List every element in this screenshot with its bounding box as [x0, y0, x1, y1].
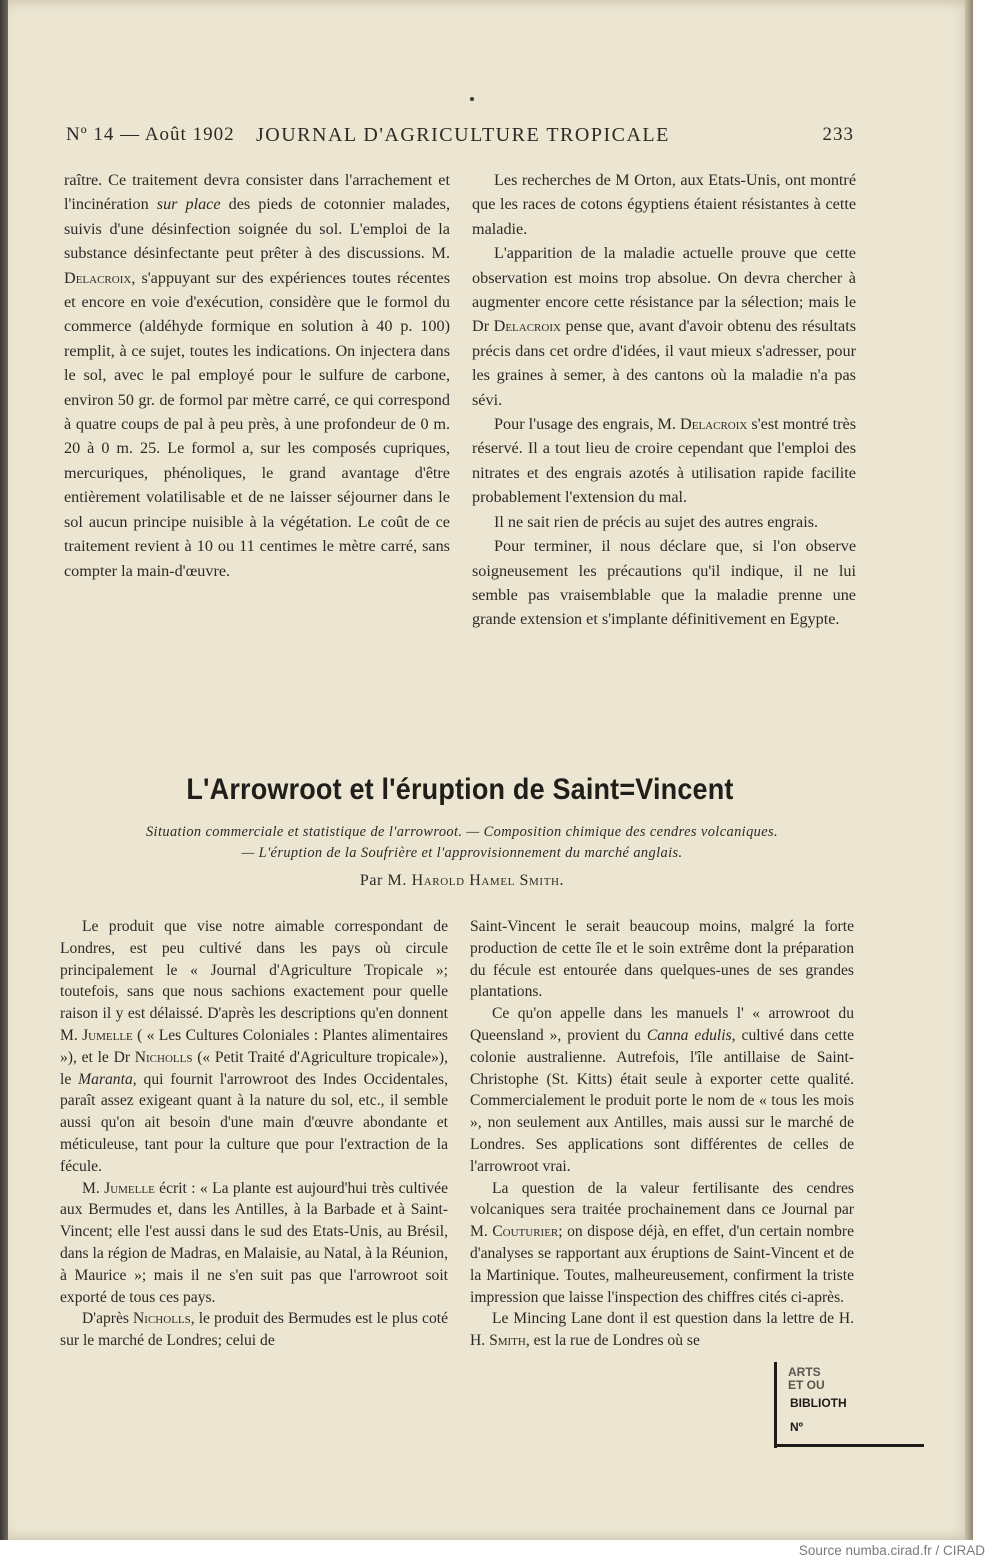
- paragraph: Le Mincing Lane dont il est question dans la lettre de H. H. Smith, est la rue de Londres où se: [470, 1310, 854, 1350]
- stamp-border: [774, 1362, 777, 1448]
- paragraph: L'apparition de la maladie actuelle prouve que cette observation est moins trop absolue. On devra chercher à augmenter encore cette résistance par la sélection; mais le Dr Delacroix pense que, avant d'avoir obtenu des résultats précis dans cet ordre d'idées, il vaut mieux s'adresser, pour les graines à semer, à des cantons où la maladie n'a pas sévi.: [472, 244, 856, 409]
- article-title: L'Arrowroot et l'éruption de Saint=Vincent: [186, 773, 734, 806]
- stamp-border: [774, 1444, 924, 1447]
- stamp-text: ARTS ET OU: [788, 1365, 825, 1392]
- paragraph: Le produit que vise notre aimable correspondant de Londres, est peu cultivé dans les pays où circule principalement le « Journal d'Agriculture Tropicale »; toutefois, sans que nous sachions exactement pour quelle raison il y est délaissé. D'après les descriptions qu'en donnent M. Jumelle ( « Les Cultures Coloniales : Plantes alimentaires »), et le Dr Nicholls (« Petit Traité d'Agriculture tropicale»), le Maranta, qui fournit l'arrowroot des Indes Occidentales, paraît assez exigeant quant à la nature du sol, etc., il semble aussi qu'on ait besoin d'une main d'œuvre abondante et méticuleuse, tant pour la culture que pour l'extraction de la fécule.: [60, 918, 448, 1175]
- paragraph: Les recherches de M Orton, aux Etats-Unis, ont montré que les races de cotons égyptiens étaient résistantes à cette maladie.: [472, 171, 856, 238]
- ink-speck: [470, 97, 474, 101]
- source-credit: Source numba.cirad.fr / CIRAD: [798, 1543, 985, 1558]
- stamp-text: BIBLIOTH: [790, 1396, 847, 1410]
- paragraph: Il ne sait rien de précis au sujet des autres engrais.: [494, 512, 819, 531]
- binding-edge: [0, 0, 8, 1540]
- paragraph: M. Jumelle écrit : « La plante est aujourd'hui très cultivée aux Bermudes et, dans les Antilles, à la Barbade et à Saint-Vincent; elle l'est aussi dans le sud des Etats-Unis, au Brésil, dans la région de Madras, en Malaisie, au Natal, à la Réunion, à Maurice »; mais il ne s'en suit pas que l'arrowroot soit exporté de tous ces pays.: [60, 1179, 448, 1306]
- article-subtitle: [64, 822, 860, 864]
- top-left-column: [64, 168, 450, 583]
- stamp-text: Nº: [790, 1420, 804, 1434]
- paragraph: raître. Ce traitement devra consister dans l'arrachement et l'incinération sur place des pieds de cotonnier malades, suivis d'une désinfection soignée du sol. L'emploi de la substance désinfectante peut prêter à des discussions. M. Delacroix, s'appuyant sur des expériences toutes récentes et encore en voie d'exécution, considère que le formol du commerce (aldéhyde formique en solution à 40 p. 100) remplit, à ce sujet, toutes les indications. On injectera dans le sol, avec le pal employé pour le sulfure de carbone, environ 50 gr. de formol par mètre carré, ce qui correspond à quatre coups de pal à peu près, à une profondeur de 0 m. 20 à 0 m. 25. Le formol a, sur les composés cupriques, mercuriques, phénoliques, le grand avantage d'être entièrement volatilisable et de ne laisser séjourner dans le sol aucun principe nuisible à la végétation. Le coût de ce traitement revient à 10 ou 11 centimes le mètre carré, sans compter la main-d'œuvre.: [64, 171, 450, 580]
- paragraph: D'après Nicholls, le produit des Bermudes est le plus coté sur le marché de Londres; celui de: [60, 1310, 448, 1350]
- author-name: Harold Hamel Smith.: [411, 872, 565, 889]
- bottom-left-column: [60, 916, 448, 1352]
- subtitle-line: Situation commerciale et statistique de l'arrowroot. — Composition chimique des cendres volcaniques.: [145, 824, 779, 840]
- issue-date: Nº 14 — Août 1902: [66, 124, 235, 145]
- journal-title: JOURNAL D'AGRICULTURE TROPICALE: [256, 124, 670, 146]
- running-header: [66, 124, 854, 152]
- library-stamp: [774, 1362, 924, 1448]
- top-right-column: [472, 168, 856, 632]
- paragraph: La question de la valeur fertilisante des cendres volcaniques sera traitée prochainement dans ce Journal par M. Couturier; on dispose déjà, en effet, d'un certain nombre d'analyses se rapportant aux éruptions de Saint-Vincent et de la Martinique. Toutes, malheureusement, confirment la triste impression que laisse l'inspection des chiffres cités ci-après.: [470, 1179, 854, 1306]
- page-edge: [965, 0, 973, 1540]
- paragraph: Saint-Vincent le serait beaucoup moins, malgré la forte production de cette île et le soin extrême dont la préparation du fécule est entourée dans quelques-unes de ses grandes plantations.: [470, 918, 854, 1001]
- bottom-right-column: [470, 916, 854, 1352]
- subtitle-line: — L'éruption de la Soufrière et l'approvisionnement du marché anglais.: [241, 845, 683, 861]
- paragraph: Pour l'usage des engrais, M. Delacroix s'est montré très réservé. Il a tout lieu de croire cependant que l'emploi des nitrates et des engrais azotés à utilisation rapide facilite probablement l'extension du mal.: [472, 415, 857, 507]
- byline: Par M. Harold Hamel Smith.: [359, 872, 565, 889]
- paragraph: Ce qu'on appelle dans les manuels l' « arrowroot du Queensland », provient du Canna edulis, cultivé dans cette colonie australienne. Autrefois, l'île antillaise de Saint-Christophe (St. Kitts) était seule à exporter cette qualité. Commercialement le produit porte le nom de « tous les mois », non seulement aux Antilles, mais aussi sur le marché de Londres. Ses applications sont différentes de celles de l'arrowroot vrai.: [470, 1005, 854, 1175]
- paragraph: Pour terminer, il nous déclare que, si l'on observe soigneusement les précautions qu'il indique, il ne lui semble pas vraisemblable que la maladie prenne une grande extension et s'implante définitivement en Egypte.: [472, 537, 856, 629]
- page-number: 233: [822, 124, 854, 145]
